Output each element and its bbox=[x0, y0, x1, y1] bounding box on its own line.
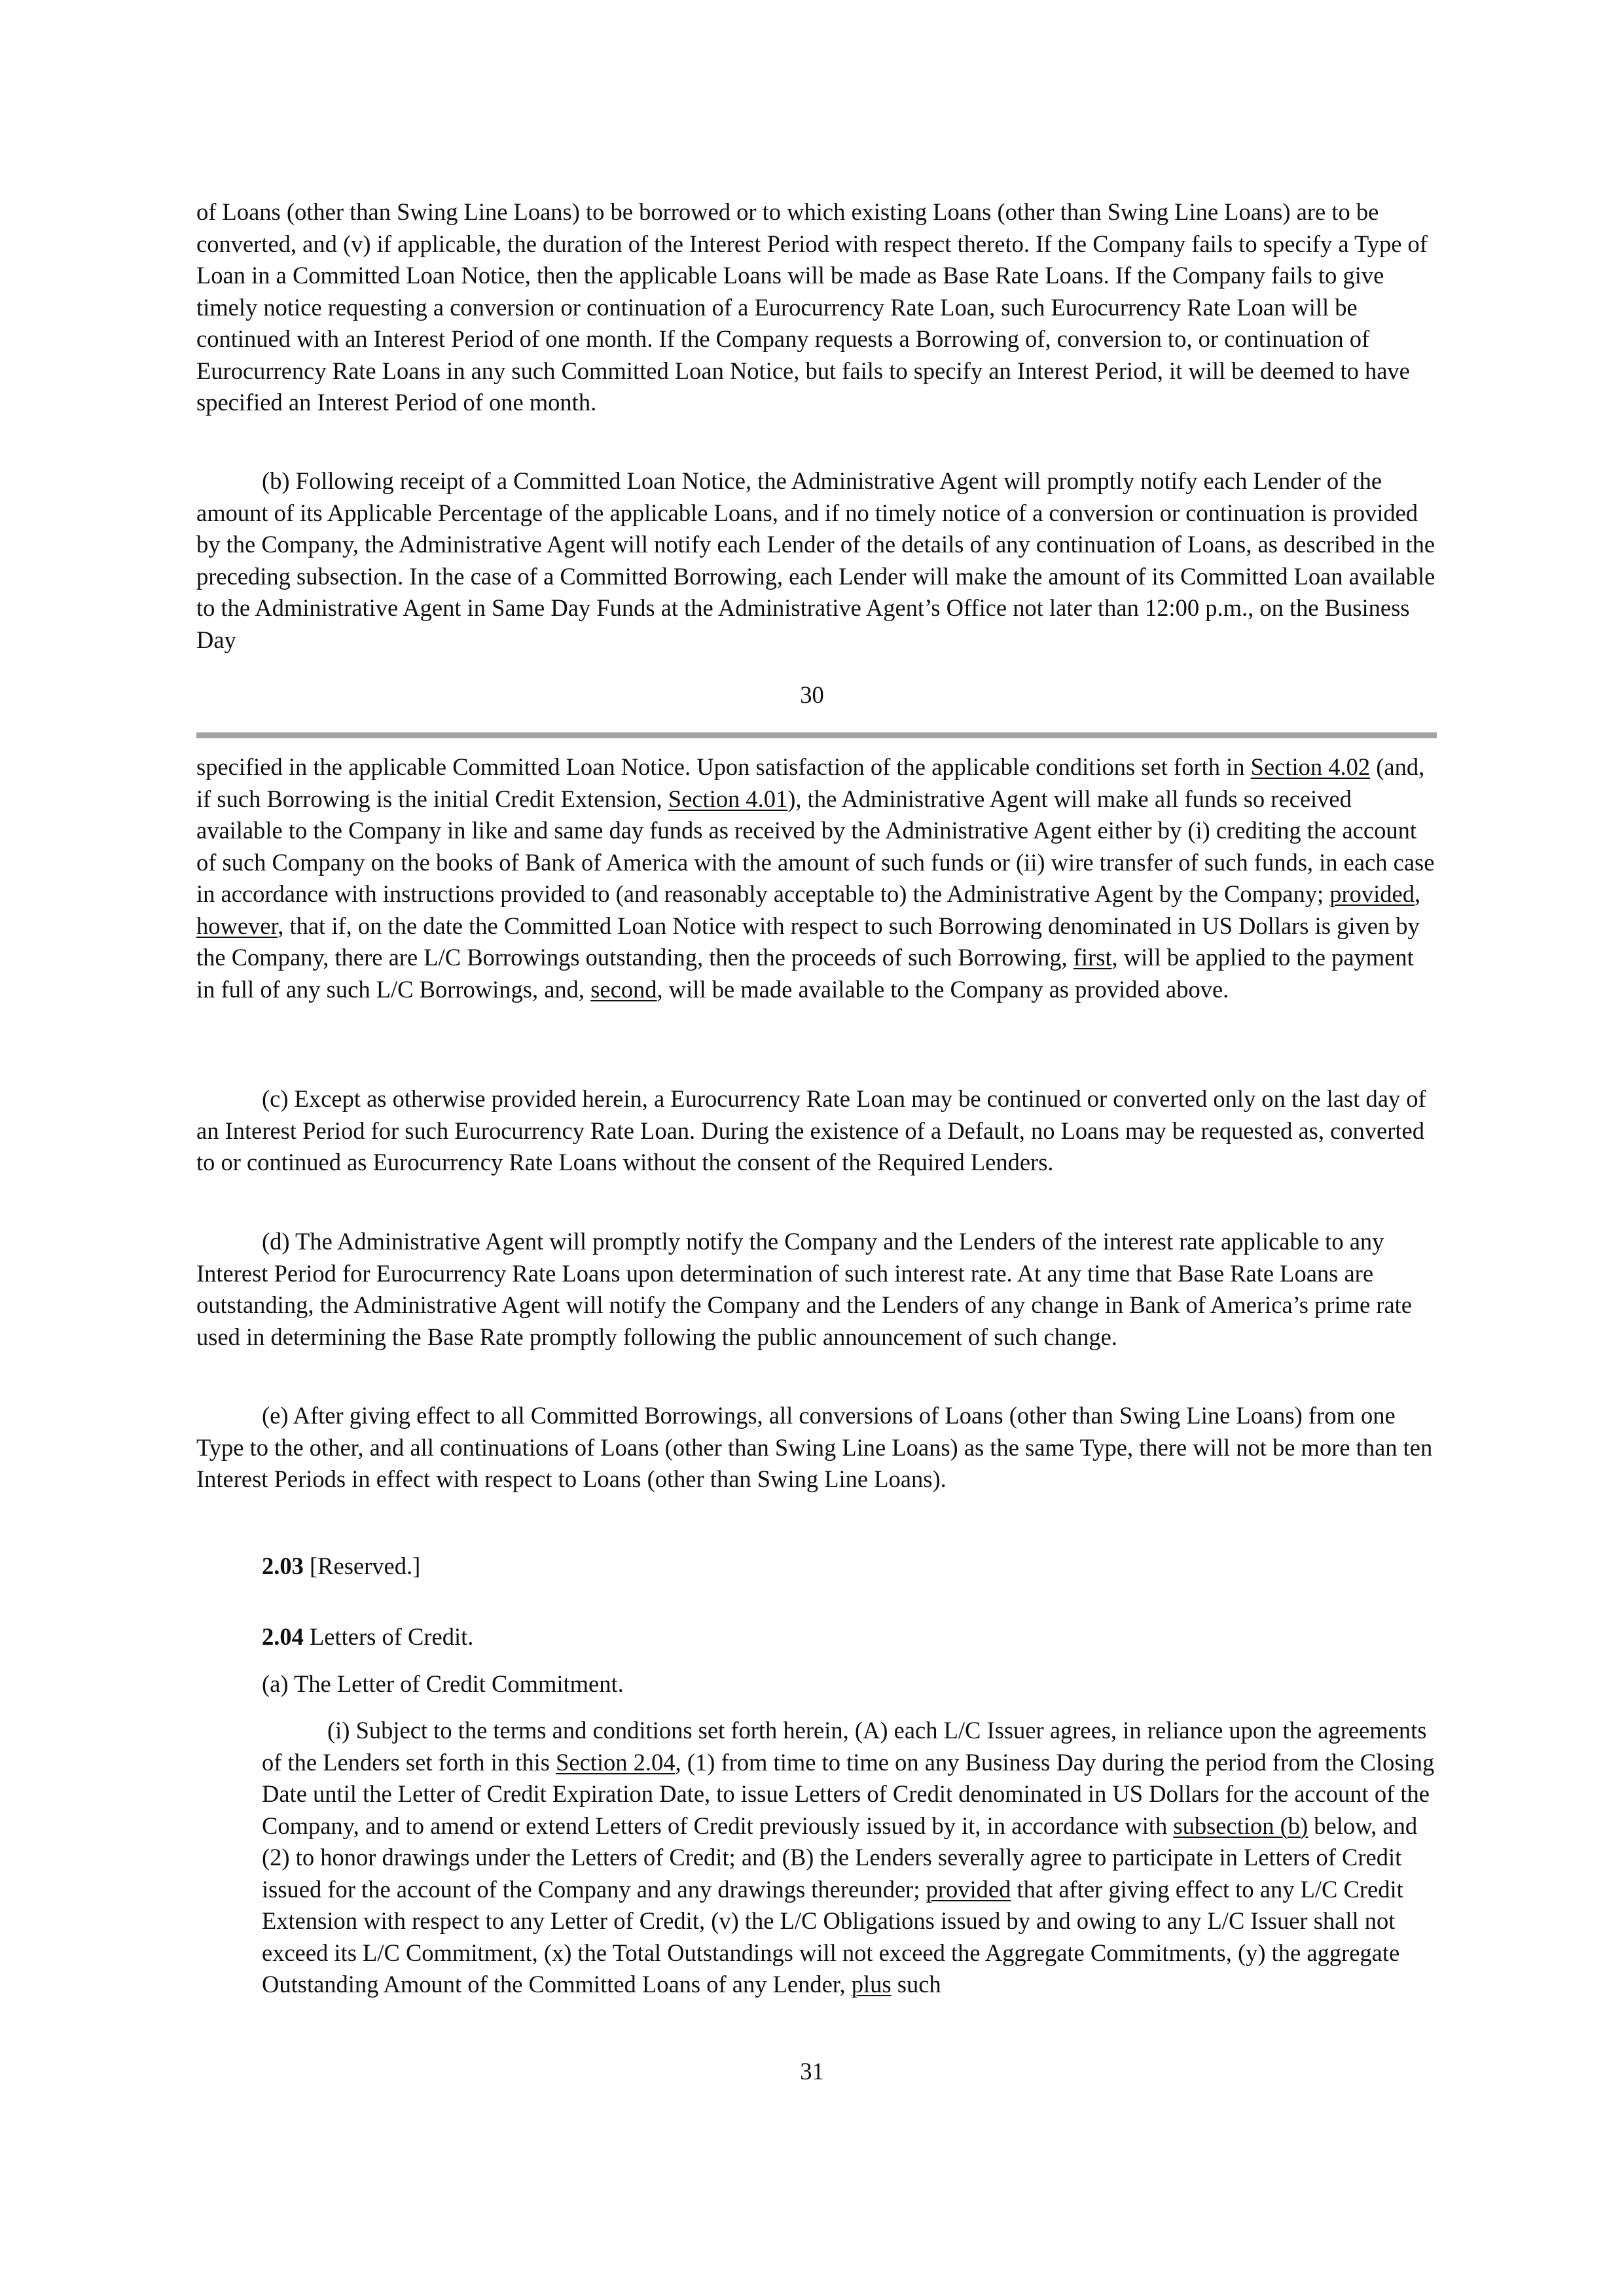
subsection-i: (i) Subject to the terms and conditions set forth herein, (A) each L/C Issuer agrees, in reliance upon the agreements of the Lenders set forth in this Section 2.04, (1) from time to time on any Business Day during the period from the Closing Date until the Letter of Credit Expiration Date, to issue Letters of Credit denominated in US Dollars for the account of the Company, and to amend or extend Letters of Credit previously issued by it, in accordance with subsection (b) below, and (2) to honor drawings under the Letters of Credit; and (B) the Lenders severally agree to participate in Letters of Credit issued for the account of the Company and any drawings thereunder; provided that after giving effect to any L/C Credit Extension with respect to any Letter of Credit, (v) the L/C Obligations issued by and owing to any L/C Issuer shall not exceed its L/C Commitment, (x) the Total Outstandings will not exceed the Aggregate Commitments, (y) the aggregate Outstanding Amount of the Committed Loans of any Lender, plus such bbox=[262, 1717, 1435, 1998]
section-ref-2-04: Section 2.04 bbox=[556, 1748, 676, 1776]
paragraph-d: (d) The Administrative Agent will promptly notify the Company and the Lenders of the interest rate applicable to any Interest Period for Eurocurrency Rate Loans upon determination of such interest rate. At any time that Base Rate Loans are outstanding, the Administrative Agent will notify the Company and the Lenders of any change in Bank of America’s prime rate used in determining the Base Rate promptly following the public announcement of such change. bbox=[196, 1228, 1413, 1350]
subsection-ref-b: subsection (b) bbox=[1173, 1812, 1308, 1839]
page-number-31: 31 bbox=[800, 2058, 824, 2085]
term-second: second bbox=[590, 975, 657, 1003]
section-2-03-heading: 2.03 [Reserved.] bbox=[262, 1552, 421, 1579]
section-ref-4-01: Section 4.01 bbox=[668, 785, 788, 812]
section-number: 2.04 bbox=[262, 1623, 304, 1650]
section-ref-4-02: Section 4.02 bbox=[1250, 753, 1371, 780]
section-2-04-heading: 2.04 Letters of Credit. bbox=[262, 1623, 474, 1650]
term-plus: plus bbox=[851, 1971, 892, 1998]
paragraph-e: (e) After giving effect to all Committed Borrowings, all conversions of Loans (other than Swing Line Loans) from one Type to the other, and all continuations of Loans (other than Swing Line Loans) as the same Type, there will not be more than ten Interest Periods in effect with respect to Loans (other than Swing Line Loans). bbox=[196, 1402, 1433, 1492]
paragraph-c: (c) Except as otherwise provided herein, a Eurocurrency Rate Loan may be continued or converted only on the last day of an Interest Period for such Eurocurrency Rate Loan. During the existence of a Default, no Loans may be requested as, converted to or continued as Eurocurrency Rate Loans without the consent of the Required Lenders. bbox=[196, 1085, 1426, 1175]
term-provided: provided bbox=[926, 1875, 1011, 1903]
term-however: however bbox=[196, 912, 278, 939]
subsection-a-heading: (a) The Letter of Credit Commitment. bbox=[262, 1670, 624, 1697]
term-first: first bbox=[1073, 944, 1112, 971]
paragraph-a-continuation: of Loans (other than Swing Line Loans) to be borrowed or to which existing Loans (other than Swing Line Loans) are to be converted, and (v) if applicable, the duration of the Interest Period with respect thereto. If the Company fails to specify a Type of Loan in a Committed Loan Notice, then the applicable Loans will be made as Base Rate Loans. If the Company fails to give timely notice requesting a conversion or continuation of a Eurocurrency Rate Loan, such Eurocurrency Rate Loan will be continued with an Interest Period of one month. If the Company requests a Borrowing of, conversion to, or continuation of Eurocurrency Rate Loans in any such Committed Loan Notice, but fails to specify an Interest Period, it will be deemed to have specified an Interest Period of one month. bbox=[196, 198, 1428, 416]
paragraph-b-continuation: specified in the applicable Committed Loan Notice. Upon satisfaction of the applicable conditions set forth in Section 4.02 (and, if such Borrowing is the initial Credit Extension, Section 4.01), the Administrative Agent will make all funds so received available to the Company in like and same day funds as received by the Administrative Agent either by (i) crediting the account of such Company on the books of Bank of America with the amount of such funds or (ii) wire transfer of such funds, in each case in accordance with instructions provided to (and reasonably acceptable to) the Administrative Agent by the Company; provided, however, that if, on the date the Committed Loan Notice with respect to such Borrowing denominated in US Dollars is given by the Company, there are L/C Borrowings outstanding, then the proceeds of such Borrowing, first, will be applied to the payment in full of any such L/C Borrowings, and, second, will be made available to the Company as provided above. bbox=[196, 753, 1435, 1003]
term-provided: provided bbox=[1329, 880, 1415, 907]
page-number-30: 30 bbox=[800, 681, 824, 708]
paragraph-b: (b) Following receipt of a Committed Loan Notice, the Administrative Agent will promptly notify each Lender of the amount of its Applicable Percentage of the applicable Loans, and if no timely notice of a conversion or continuation is provided by the Company, the Administrative Agent will notify each Lender of the details of any continuation of Loans, as described in the preceding subsection. In the case of a Committed Borrowing, each Lender will make the amount of its Committed Loan available to the Administrative Agent in Same Day Funds at the Administrative Agent’s Office not later than 12:00 p.m., on the Business Day bbox=[196, 467, 1435, 653]
page-break-divider bbox=[196, 732, 1437, 738]
section-number: 2.03 bbox=[262, 1552, 304, 1579]
